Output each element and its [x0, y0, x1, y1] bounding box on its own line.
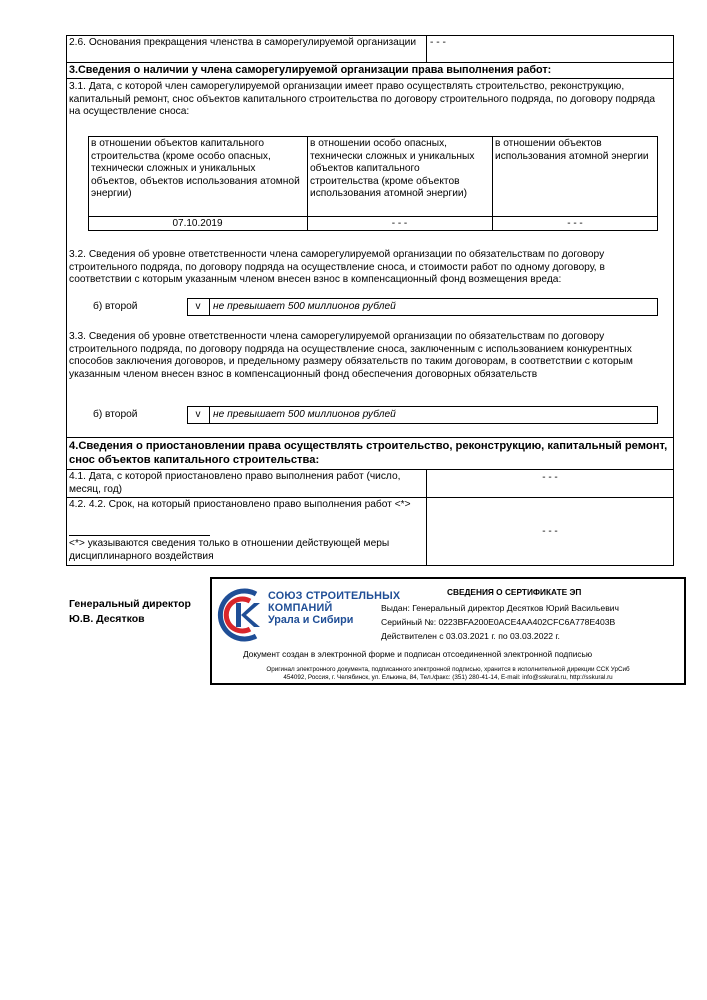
table-value-col1: 07.10.2019	[172, 218, 223, 229]
row-2-6-value: - - -	[430, 37, 446, 48]
level-3-3-divider	[209, 406, 210, 424]
row-4-2-value: - - -	[542, 526, 558, 537]
certificate-footer-line1: Оригинал электронного документа, подписанного электронной подписью, хранится в исполнительной дирекции ССК УрСиб	[266, 666, 630, 673]
logo-text-line1: СОЮЗ СТРОИТЕЛЬНЫХ	[268, 590, 401, 602]
logo-text-line3: Урала и Сибири	[268, 614, 354, 626]
level-3-2-divider	[209, 298, 210, 316]
ssk-logo	[214, 584, 266, 646]
level-3-2-checkmark: v	[195, 301, 201, 312]
certificate-footer-line2: 454092, Россия, г. Челябинск, ул. Елькина, 84, Тел./факс: (351) 280-41-14, E-mail: info@sskural.ru, http://sskural.ru	[283, 674, 613, 681]
rights-table-row-divider	[88, 216, 658, 217]
level-3-2-value: не превышает 500 миллионов рублей	[213, 301, 396, 312]
section-4-heading: 4.Сведения о приостановлении права осуществлять строительство, реконструкцию, капитальный ремонт, снос объектов капитального строительства:	[69, 440, 668, 466]
certificate-serial: Серийный №: 0223BFA200E0ACE4AA402CFC6A778E403B	[381, 617, 616, 627]
row-4-2-footnote-rule	[69, 535, 210, 536]
certificate-heading: СВЕДЕНИЯ О СЕРТИФИКАТЕ ЭП	[447, 587, 582, 597]
paragraph-3-2: 3.2. Сведения об уровне ответственности члена саморегулируемой организации по обязательствам по договору строительного подряда, по договору подряда на осуществление сноса, и стоимости работ по одному договору, в соответствии с которым указанным членом внесен взнос в компенсационный фонд возмещения вреда:	[69, 249, 605, 285]
certificate-validity: Действителен с 03.03.2021 г. по 03.03.2022 г.	[381, 631, 560, 641]
row-4-2-label: 4.2. 4.2. Срок, на который приостановлено право выполнения работ <*>	[69, 499, 411, 510]
paragraph-3-1: 3.1. Дата, с которой член саморегулируемой организации имеет право осуществлять строительство, реконструкцию, капитальный ремонт, снос объектов капитального строительства по договору строительного подряда, по договору подряда на осуществление сноса:	[69, 81, 656, 117]
row-2-6-label: 2.6. Основания прекращения членства в саморегулируемой организации	[69, 37, 417, 48]
table-header-col2: в отношении особо опасных, технически сложных и уникальных объектов капитального строительства (кроме объектов использования атомной энергии)	[310, 138, 475, 199]
row-4-1-label: 4.1. Дата, с которой приостановлено право выполнения работ (число, месяц, год)	[69, 471, 401, 495]
ssk-logo-mark	[214, 584, 266, 646]
row-4-2-footnote: <*> указываются сведения только в отношении действующей меры дисциплинарного воздействия	[69, 538, 390, 562]
level-3-3-checkmark: v	[195, 409, 201, 420]
table-header-col1: в отношении объектов капитального строительства (кроме особо опасных, технически сложных и уникальных объектов, объектов использования атомной энергии)	[91, 138, 300, 199]
signer-title: Генеральный директор	[69, 598, 191, 610]
level-3-2-label: б) второй	[93, 301, 138, 312]
table-header-col3: в отношении объектов использования атомной энергии	[495, 138, 649, 162]
certificate-doc-note: Документ создан в электронной форме и подписан отсоединенной электронной подписью	[243, 649, 593, 659]
row-4-1-value: - - -	[542, 472, 558, 483]
logo-text-line2: КОМПАНИЙ	[268, 602, 333, 614]
table-value-col3: - - -	[567, 218, 583, 229]
level-3-3-label: б) второй	[93, 409, 138, 420]
paragraph-3-3: 3.3. Сведения об уровне ответственности члена саморегулируемой организации по обязательствам по договору строительного подряда, по договору подряда на осуществление сноса, заключенным с использованием конкурентных способов заключения договоров, и предельному размеру обязательств по таким договорам, в соответствии с которым указанным членом внесен взнос в компенсационный фонд обеспечения договорных обязательств	[69, 331, 633, 380]
table-value-col2: - - -	[391, 218, 408, 229]
row-2-6-divider	[426, 35, 427, 63]
level-3-3-value: не превышает 500 миллионов рублей	[213, 409, 396, 420]
section-3-heading: 3.Сведения о наличии у члена саморегулируемой организации права выполнения работ:	[69, 64, 552, 76]
signer-name: Ю.В. Десятков	[69, 613, 145, 625]
certificate-issued: Выдан: Генеральный директор Десятков Юрий Васильевич	[381, 603, 620, 613]
